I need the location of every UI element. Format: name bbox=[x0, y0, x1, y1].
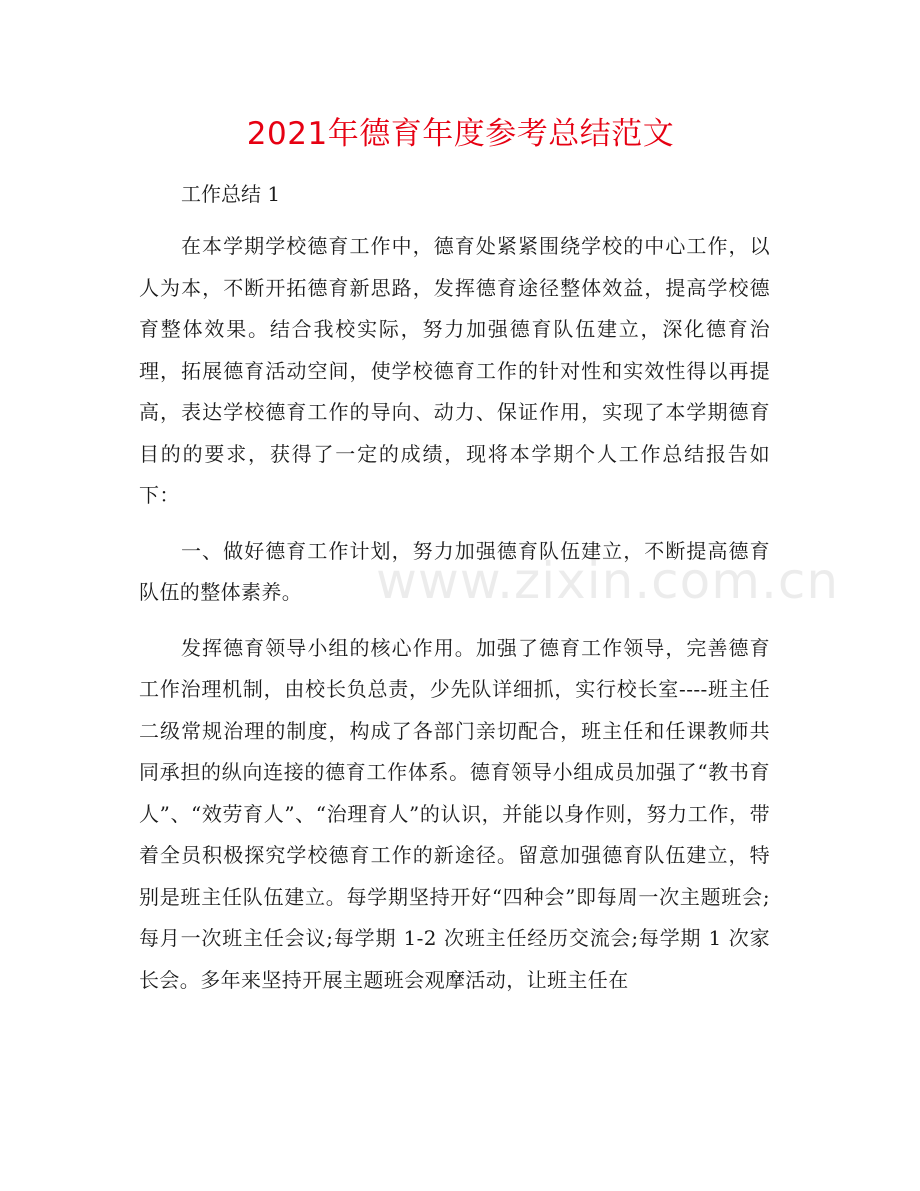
paragraph-section-one: 一、做好德育工作计划，努力加强德育队伍建立，不断提高德育队伍的整体素养。 bbox=[139, 538, 770, 604]
document-title: 2021年德育年度参考总结范文 bbox=[246, 116, 675, 152]
paragraph-intro: 在本学期学校德育工作中，德育处紧紧围绕学校的中心工作，以人为本，不断开拓德育新思路，发挥德育途径整体效益，提高学校德育整体效果。结合我校实际，努力加强德育队伍建立，深化德育治理，拓展德育活动空间，使学校德育工作的针对性和实效性得以再提高，表达学校德育工作的导向、动力、保证作用，实现了本学期德育目的的要求，获得了一定的成绩，现将本学期个人工作总结报告如下： bbox=[139, 234, 770, 507]
section-subheading: 工作总结 1 bbox=[181, 182, 281, 206]
watermark: www.zixin.com.cn bbox=[376, 552, 840, 610]
paragraph-leadership: 发挥德育领导小组的核心作用。加强了德育工作领导，完善德育工作治理机制，由校长负总责，少先队详细抓，实行校长室----班主任二级常规治理的制度，构成了各部门亲切配合，班主任和任课教师共同承担的纵向连接的德育工作体系。德育领导小组成员加强了“教书育人”、“效劳育人”、“治理育人”的认识，并能以身作则，努力工作，带着全员积极探究学校德育工作的新途径。留意加强德育队伍建立，特别是班主任队伍建立。每学期坚持开好“四种会”即每周一次主题班会;每月一次班主任会议;每学期 1-2 次班主任经历交流会;每学期 1 次家长会。多年来坚持开展主题班会观摩活动，让班主任在 bbox=[139, 635, 770, 992]
